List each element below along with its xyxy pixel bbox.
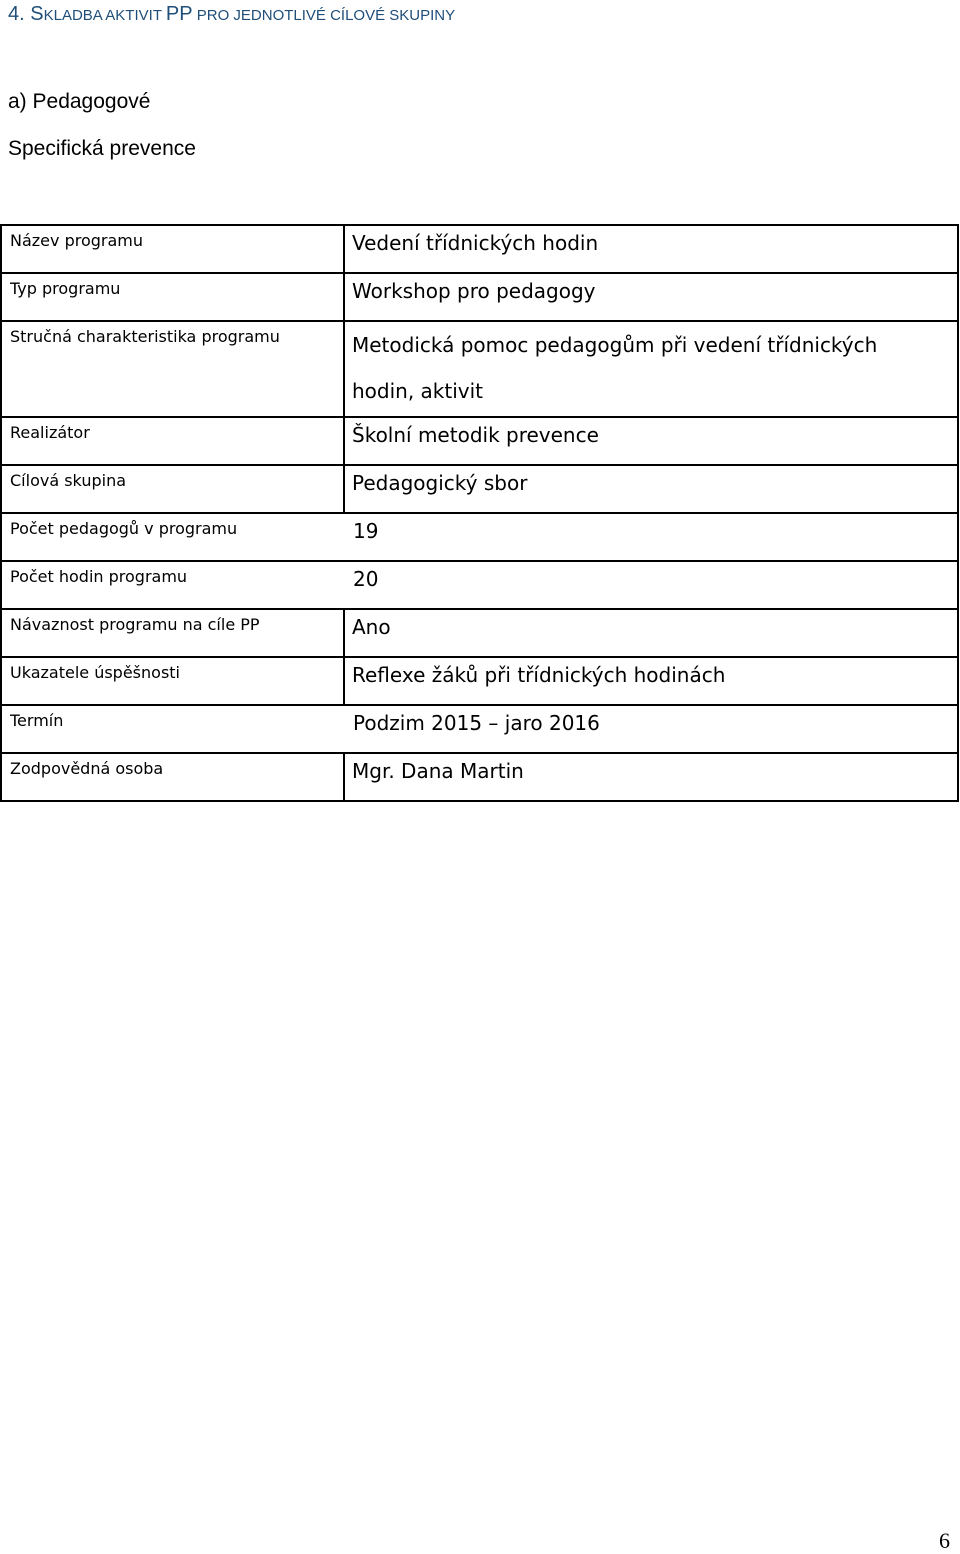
row-label: Návaznost programu na cíle PP (1, 609, 344, 657)
section-title-part2: PRO JEDNOTLIVÉ CÍLOVÉ SKUPINY (192, 7, 456, 24)
row-label: Počet pedagogů v programu (1, 513, 344, 561)
row-label: Stručná charakteristika programu (1, 321, 344, 417)
subheading-target-group: a) Pedagogové (8, 90, 151, 113)
row-label: Cílová skupina (1, 465, 344, 513)
section-heading (8, 3, 455, 26)
table-row (1, 705, 958, 753)
row-label: Ukazatele úspěšnosti (1, 657, 344, 705)
row-value: Workshop pro pedagogy (344, 273, 958, 321)
table-row (1, 657, 958, 705)
row-value: Ano (344, 609, 958, 657)
row-label: Typ programu (1, 273, 344, 321)
row-value-line-1: Metodická pomoc pedagogům při vedení třídnických (352, 333, 878, 357)
table-row (1, 609, 958, 657)
section-number: 4. (8, 3, 31, 25)
table-row (1, 273, 958, 321)
row-label: Termín (1, 705, 344, 753)
row-value: Pedagogický sbor (344, 465, 958, 513)
row-value: 20 (344, 561, 958, 609)
program-table (0, 224, 959, 802)
row-value: 19 (344, 513, 958, 561)
row-value: Podzim 2015 – jaro 2016 (344, 705, 958, 753)
table-row (1, 513, 958, 561)
table-row (1, 465, 958, 513)
row-value (344, 321, 958, 417)
page-number: 6 (939, 1528, 950, 1553)
table-row (1, 417, 958, 465)
table-row (1, 225, 958, 273)
table-row (1, 561, 958, 609)
subheading-prevention-type: Specifická prevence (8, 137, 196, 160)
table-row (1, 321, 958, 417)
row-value: Školní metodik prevence (344, 417, 958, 465)
row-value: Mgr. Dana Martin (344, 753, 958, 801)
row-label: Název programu (1, 225, 344, 273)
row-value: Reflexe žáků při třídnických hodinách (344, 657, 958, 705)
table-row (1, 753, 958, 801)
row-value-line-2: hodin, aktivit (352, 379, 484, 403)
row-label: Realizátor (1, 417, 344, 465)
section-first-letter: S (30, 3, 44, 25)
row-value: Vedení třídnických hodin (344, 225, 958, 273)
row-label: Počet hodin programu (1, 561, 344, 609)
section-title-part1: KLADBA AKTIVIT (43, 7, 166, 24)
row-label: Zodpovědná osoba (1, 753, 344, 801)
section-title-pp: PP (165, 3, 193, 25)
